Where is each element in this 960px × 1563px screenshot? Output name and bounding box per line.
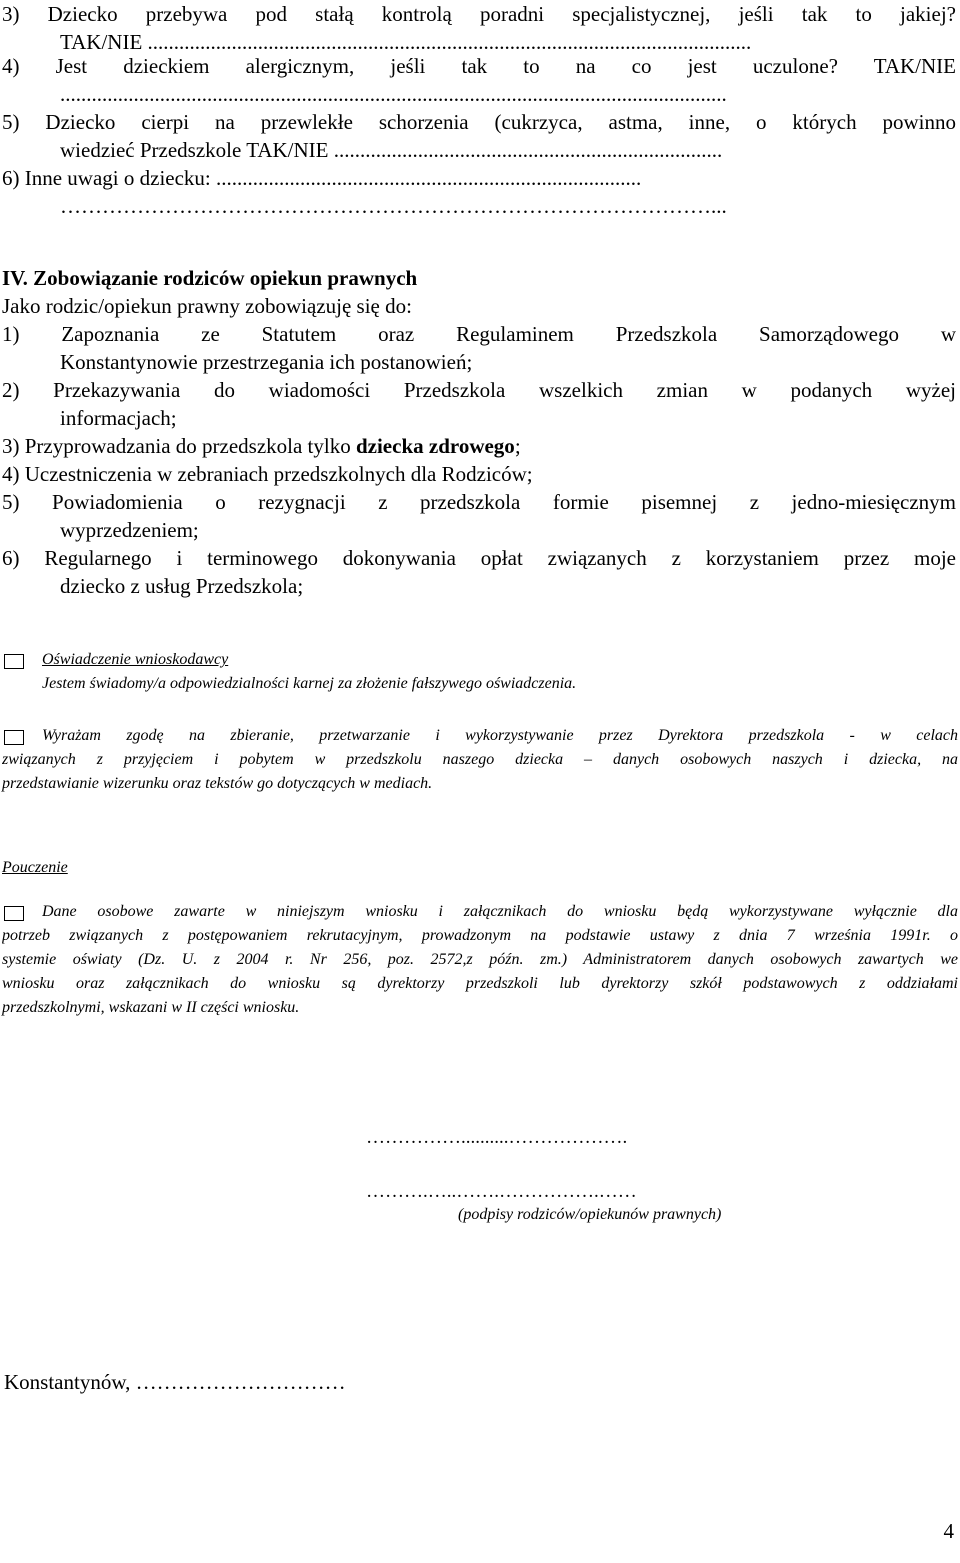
- section-heading: [2, 264, 417, 292]
- obligation-2-line1: 2) Przekazywania do wiadomości Przedszkola wszelkich zmian w podanych wyżej: [2, 378, 956, 402]
- place-date: Konstantynów, …………………………: [4, 1370, 346, 1394]
- declaration-text: Jestem świadomy/a odpowiedzialności karnej za złożenie fałszywego oświadczenia.: [42, 675, 577, 692]
- notice-line1: Dane osobowe zawarte w niniejszym wniosku i załącznikach do wniosku będą wykorzystywane wyłącznie dla: [42, 903, 958, 920]
- obligation-5-line1: 5) Powiadomienia o rezygnacji z przedszkola formie pisemnej z jedno-miesięcznym: [2, 490, 956, 514]
- page-number: 4: [943, 1519, 954, 1543]
- consent-line3: przedstawianie wizerunku oraz tekstów go dotyczących w mediach.: [2, 775, 433, 792]
- obligation-1-line1: 1) Zapoznania ze Statutem oraz Regulaminem Przedszkola Samorządowego w: [2, 322, 956, 346]
- obligation-2-line2: informacjach;: [60, 406, 177, 430]
- obligation-6-line1: 6) Regularnego i terminowego dokonywania opłat związanych z korzystaniem przez moje: [2, 546, 956, 570]
- declaration-title: Oświadczenie wnioskodawcy: [42, 651, 229, 668]
- notice-line4: wniosku oraz załącznikach do wniosku są dyrektorzy przedszkoli lub dyrektorzy szkół podstawowych z oddziałami: [2, 975, 958, 992]
- consent-line1: Wyrażam zgodę na zbieranie, przetwarzanie i wykorzystywanie przez Dyrektora przedszkola - w celach: [42, 727, 958, 744]
- obligation-1-line2: Konstantynowie przestrzegania ich postanowień;: [60, 350, 473, 374]
- notice-title: Pouczenie: [2, 859, 68, 876]
- item4-line2: ...............................................................................................................................: [60, 82, 727, 106]
- signature-line-1: ……………..........……………….: [366, 1127, 628, 1148]
- notice-line5: przedszkolnymi, wskazani w II części wniosku.: [2, 999, 300, 1016]
- declaration-checkbox[interactable]: [4, 654, 24, 669]
- signature-line-2: ……….…..…….…………….……: [366, 1181, 637, 1202]
- item4-line1: 4) Jest dzieckiem alergicznym, jeśli tak to na co jest uczulone? TAK/NIE: [2, 54, 956, 78]
- obligation-4: 4) Uczestniczenia w zebraniach przedszkolnych dla Rodziców;: [2, 462, 533, 486]
- item3-line2: TAK/NIE ...................................................................................................................: [60, 30, 752, 54]
- consent-checkbox[interactable]: [4, 730, 24, 745]
- notice-checkbox[interactable]: [4, 906, 24, 921]
- obligation-3: [2, 432, 521, 460]
- item5-line2: wiedzieć Przedszkole TAK/NIE ..........................................................................: [60, 138, 723, 162]
- item6-line1: 6) Inne uwagi o dziecku: .................................................................................: [2, 166, 642, 190]
- obligation-3-text: 3) Przyprowadzania do przedszkola tylko: [2, 434, 356, 458]
- item3-line1: 3) Dziecko przebywa pod stałą kontrolą poradni specjalistycznej, jeśli tak to jakiej?: [2, 2, 956, 26]
- signature-caption: (podpisy rodziców/opiekunów prawnych): [458, 1206, 722, 1223]
- item5-line1: 5) Dziecko cierpi na przewlekłe schorzenia (cukrzyca, astma, inne, o których powinno: [2, 110, 956, 134]
- section-heading-number: IV.: [2, 266, 28, 290]
- obligation-3-end: ;: [514, 434, 521, 458]
- notice-line3: systemie oświaty (Dz. U. z 2004 r. Nr 256, poz. 2572,z późn. zm.) Administratorem danych osobowych zawartych we: [2, 951, 958, 968]
- obligation-5-line2: wyprzedzeniem;: [60, 518, 199, 542]
- section-intro: Jako rodzic/opiekun prawny zobowiązuję się do:: [2, 294, 412, 318]
- obligation-3-emphasis: dziecka zdrowego: [355, 434, 515, 458]
- obligation-6-line2: dziecko z usług Przedszkola;: [60, 574, 304, 598]
- consent-line2: związanych z przyjęciem i pobytem w przedszkolu naszego dziecka – danych osobowych naszych i dziecka, na: [2, 751, 958, 768]
- notice-line2: potrzeb związanych z postępowaniem rekrutacyjnym, prowadzonym na podstawie ustawy z dnia 7 września 1991r. o: [2, 927, 958, 944]
- section-heading-text: Zobowiązanie rodziców opiekun prawnych: [33, 266, 418, 290]
- item6-line2: …………………………………………………………………………………...: [60, 194, 727, 218]
